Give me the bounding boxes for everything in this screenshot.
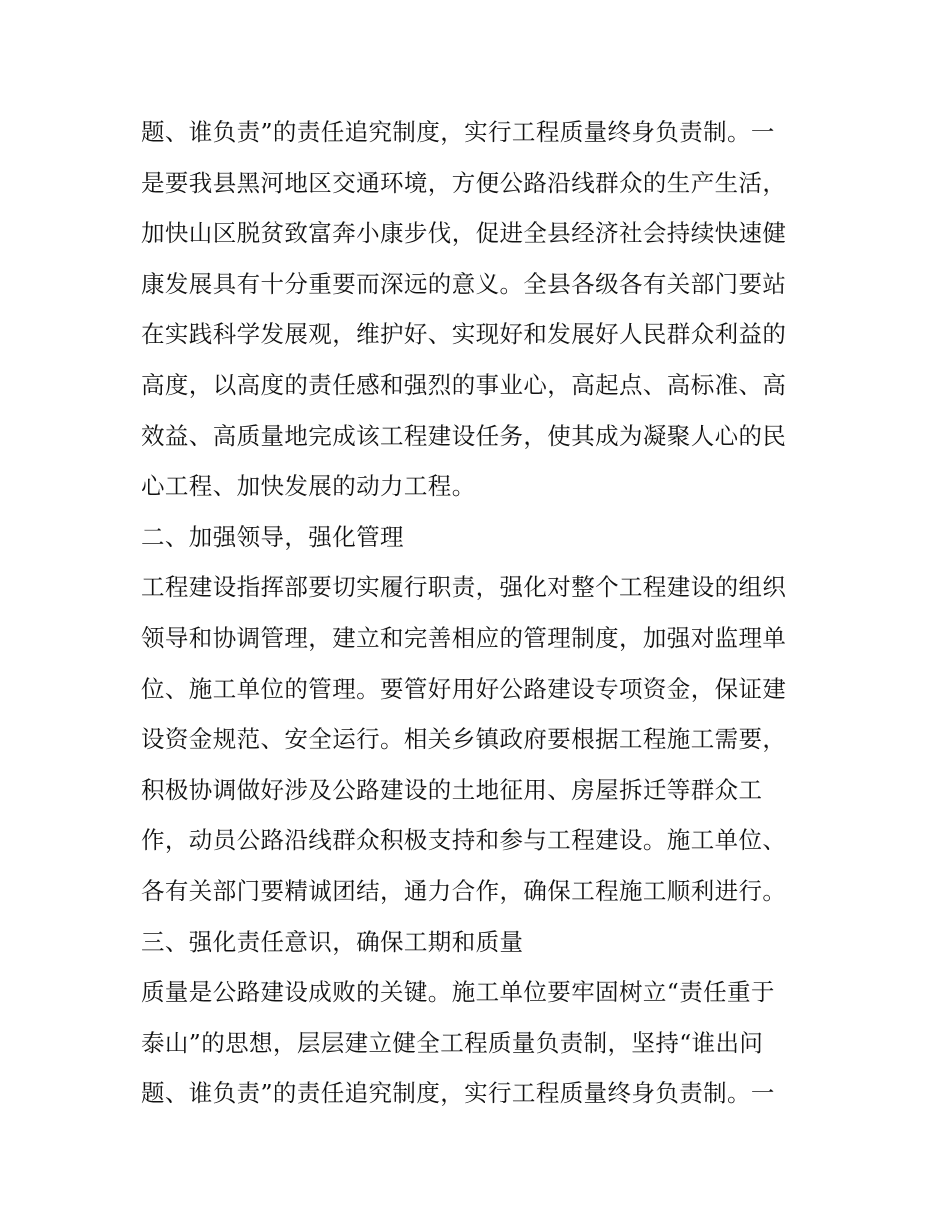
text-line: 设资金规范、安全运行。相关乡镇政府要根据工程施工需要，: [141, 725, 787, 754]
text-line: 各有关部门要精诚团结，通力合作，确保工程施工顺利进行。: [141, 876, 787, 905]
text-line: 位、施工单位的管理。要管好用好公路建设专项资金，保证建: [141, 674, 787, 703]
section-heading: 三、强化责任意识，确保工期和质量: [141, 927, 524, 956]
text-line: 题、谁负责”的责任追究制度，实行工程质量终身负责制。一: [141, 1079, 775, 1108]
text-line: 领导和协调管理，建立和完善相应的管理制度，加强对监理单: [141, 623, 787, 652]
text-line: 题、谁负责”的责任追究制度，实行工程质量终身负责制。一: [141, 118, 775, 146]
text-line: 积极协调做好涉及公路建设的土地征用、房屋拆迁等群众工: [141, 775, 763, 804]
text-line: 效益、高质量地完成该工程建设任务，使其成为凝聚人心的民: [141, 421, 787, 450]
text-line: 康发展具有十分重要而深远的意义。全县各级各有关部门要站: [141, 269, 787, 298]
text-line: 作，动员公路沿线群众积极支持和参与工程建设。施工单位、: [141, 826, 787, 855]
text-line: 是要我县黑河地区交通环境，方便公路沿线群众的生产生活，: [141, 168, 787, 197]
section-heading: 二、加强领导，强化管理: [141, 522, 404, 551]
text-line: 工程建设指挥部要切实履行职责，强化对整个工程建设的组织: [141, 573, 787, 602]
text-line: 质量是公路建设成败的关键。施工单位要牢固树立“责任重于: [141, 978, 775, 1007]
document-body: [141, 107, 821, 1119]
text-line: 泰山”的思想，层层建立健全工程质量负责制，坚持“谁出问: [141, 1028, 764, 1057]
text-line: 加快山区脱贫致富奔小康步伐，促进全县经济社会持续快速健: [141, 219, 787, 248]
text-line: 高度，以高度的责任感和强烈的事业心，高起点、高标准、高: [141, 370, 787, 399]
text-line: 心工程、加快发展的动力工程。: [141, 472, 476, 501]
text-line: 在实践科学发展观，维护好、实现好和发展好人民群众利益的: [141, 320, 787, 349]
